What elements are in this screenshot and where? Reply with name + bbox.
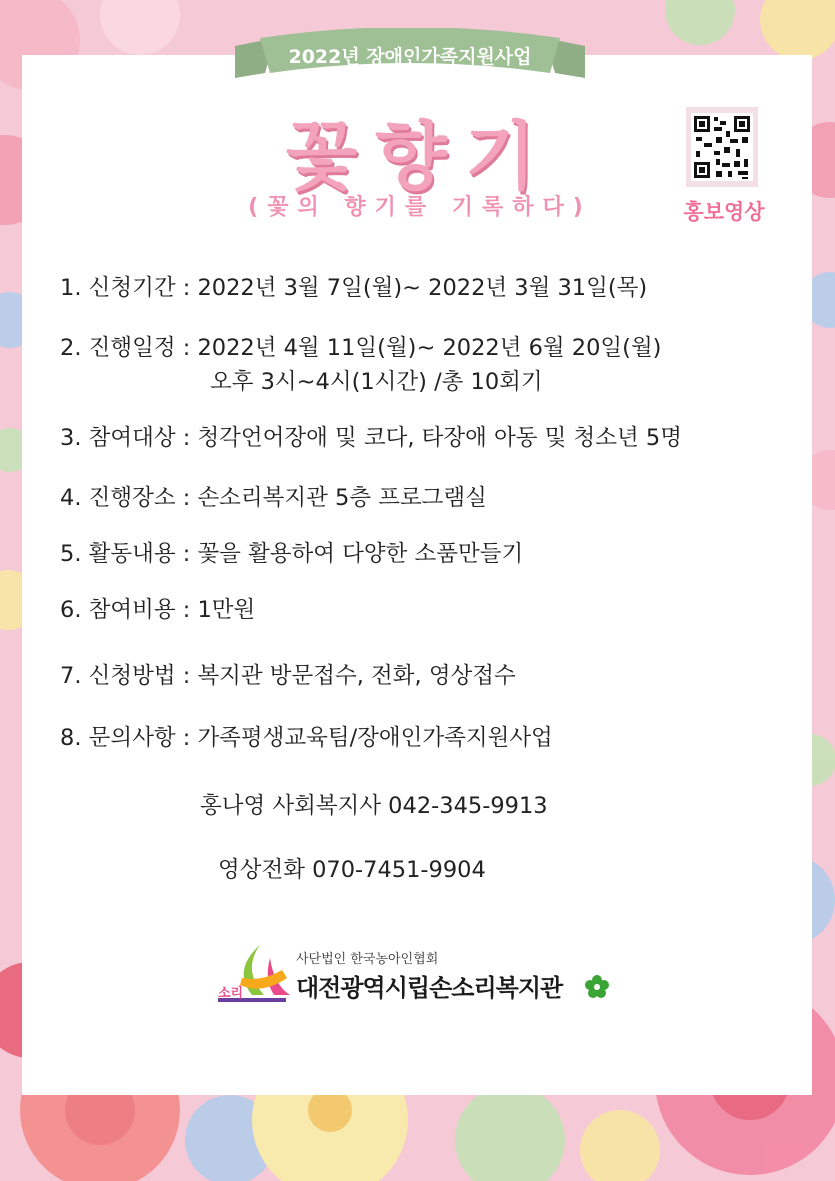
info-item-cost: 6. 참여비용 : 1만원 (60, 597, 256, 623)
info-item-application-period: 1. 신청기간 : 2022년 3월 7일(월)~ 2022년 3월 31일(목) (60, 275, 648, 301)
info-item-location: 4. 진행장소 : 손소리복지관 5층 프로그램실 (60, 485, 487, 511)
banner-text: 2022년 장애인가족지원사업 (288, 46, 532, 68)
org-parent-name: 사단법인 한국농아인협회 (296, 952, 439, 967)
schedule-time: 오후 3시~4시(1시간) /총 10회기 (210, 369, 543, 395)
promo-video-label: 홍보영상 (683, 200, 765, 224)
page-subtitle: (꽃의 향기를 기록하다) (248, 195, 592, 220)
org-name: 대전광역시립손소리복지관 (296, 974, 563, 1002)
info-item-inquiry: 8. 문의사항 : 가족평생교육팀/장애인가족지원사업 (60, 725, 553, 751)
contact-phone: 홍나영 사회복지사 042-345-9913 (200, 793, 548, 819)
contact-video-phone: 영상전화 070-7451-9904 (218, 857, 486, 883)
page-title: 꽃향기 (285, 114, 555, 200)
info-item-schedule: 2. 진행일정 : 2022년 4월 11일(월)~ 2022년 6월 20일(월) 오후 3시~4시(1시간) /총 10회기 (60, 335, 662, 395)
info-item-target: 3. 참여대상 : 청각언어장애 및 코다, 타장애 아동 및 청소년 5명 (60, 425, 682, 451)
logo-mark-text: 소리 (218, 986, 244, 1001)
info-item-apply-method: 7. 신청방법 : 복지관 방문접수, 전화, 영상접수 (60, 663, 516, 689)
qr-code-icon[interactable] (686, 107, 758, 187)
info-item-activity: 5. 활동내용 : 꽃을 활용하여 다양한 소품만들기 (60, 541, 524, 567)
